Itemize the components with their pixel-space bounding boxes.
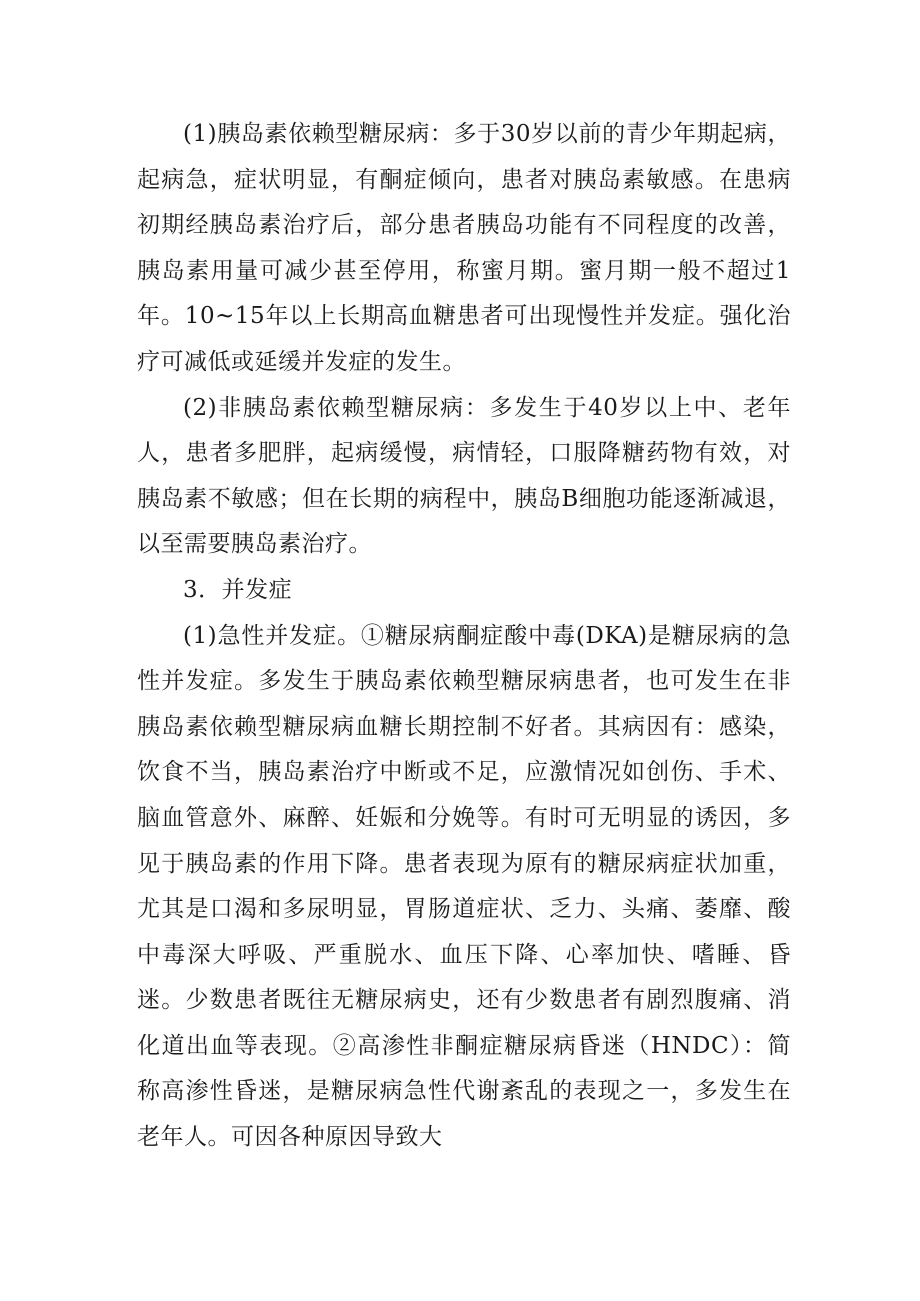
paragraph-type2-diabetes: (2)非胰岛素依赖型糖尿病：多发生于40岁以上中、老年人，患者多肥胖，起病缓慢，病情轻，口服降糖药物有效，对胰岛素不敏感；但在长期的病程中，胰岛B细胞功能逐渐减退，以至需要胰岛素治疗。 <box>137 394 791 558</box>
section-heading-complications: 3．并发症 <box>183 576 293 603</box>
paragraph-type1-diabetes: (1)胰岛素依赖型糖尿病：多于30岁以前的青少年期起病，起病急，症状明显，有酮症倾向，患者对胰岛素敏感。在患病初期经胰岛素治疗后，部分患者胰岛功能有不同程度的改善，胰岛素用量可减少甚至停用，称蜜月期。蜜月期一般不超过1年。10~15年以上长期高血糖患者可出现慢性并发症。强化治疗可减低或延缓并发症的发生。 <box>137 121 791 375</box>
document-body <box>137 112 791 1161</box>
paragraph-acute-complications: (1)急性并发症。①糖尿病酮症酸中毒(DKA)是糖尿病的急性并发症。多发生于胰岛素依赖型糖尿病患者，也可发生在非胰岛素依赖型糖尿病血糖长期控制不好者。其病因有：感染，饮食不当，胰岛素治疗中断或不足，应激情况如创伤、手术、脑血管意外、麻醉、妊娠和分娩等。有时可无明显的诱因，多见于胰岛素的作用下降。患者表现为原有的糖尿病症状加重，尤其是口渴和多尿明显，胃肠道症状、乏力、头痛、萎靡、酸中毒深大呼吸、严重脱水、血压下降、心率加快、嗜睡、昏迷。少数患者既往无糖尿病史，还有少数患者有剧烈腹痛、消化道出血等表现。②高渗性非酮症糖尿病昏迷（HNDC）：简称高渗性昏迷，是糖尿病急性代谢紊乱的表现之一，多发生在老年人。可因各种原因导致大 <box>137 622 791 1151</box>
